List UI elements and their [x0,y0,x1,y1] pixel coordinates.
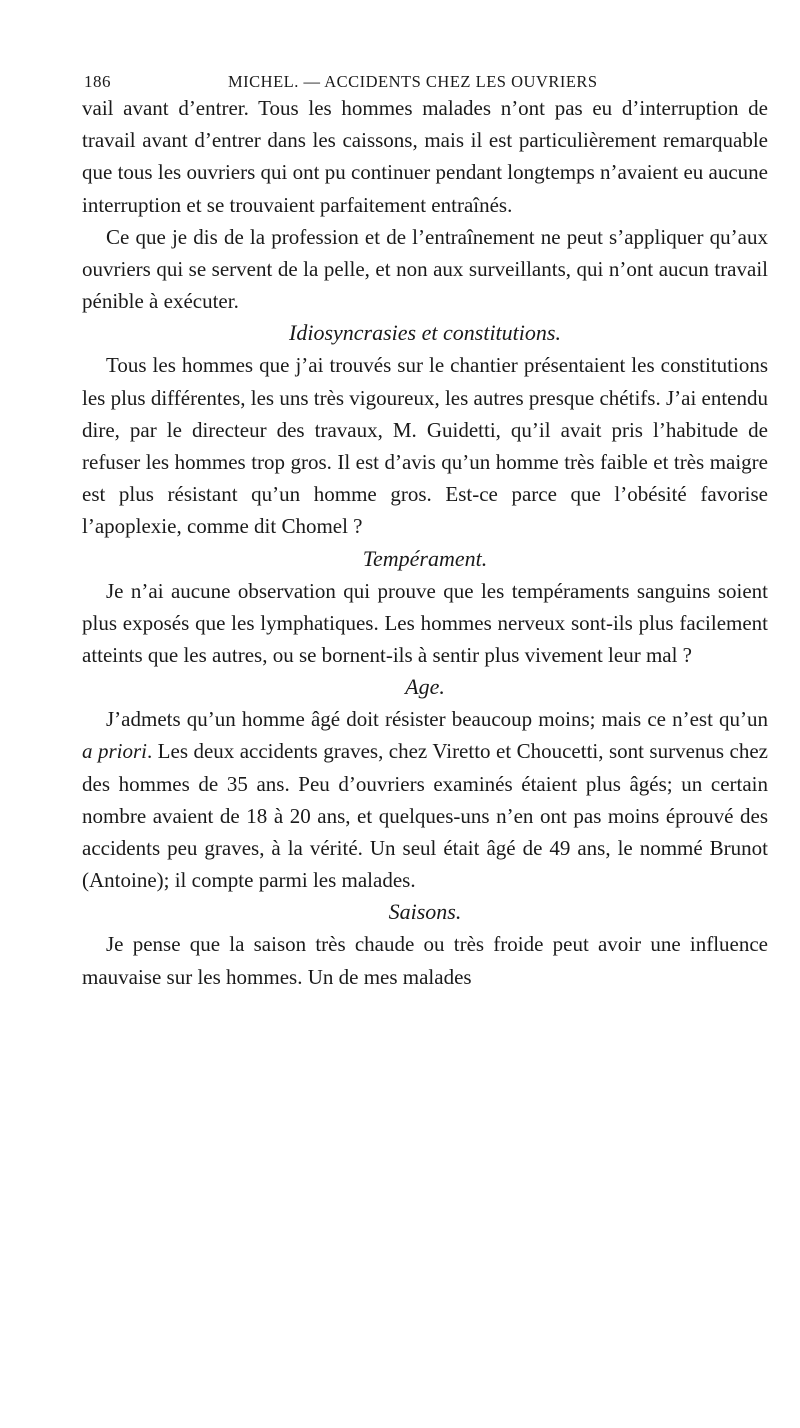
paragraph-age [82,703,768,896]
paragraph-profession: Ce que je dis de la profession et de l’entraînement ne peut s’appliquer qu’aux ouvriers qui se servent de la pelle, et non aux surveillants, qui n’ont aucun travail pénible à exécuter. [82,224,768,314]
paragraph-idiosyncrasies: Tous les hommes que j’ai trouvés sur le chantier présentaient les constitutions les plus différentes, les uns très vigoureux, les autres presque chétifs. J’ai entendu dire, par le directeur des travaux, M. Guidetti, qu’il avait pris l’habitude de refuser les hommes trop gros. Il est d’avis qu’un homme très faible et très maigre est plus résistant qu’un homme gros. Est-ce parce que l’obésité favorise l’apoplexie, comme dit Chomel ? [82,353,769,539]
paragraph-continuation: vail avant d’entrer. Tous les hommes malades n’ont pas eu d’interruption de travail avant d’entrer dans les caissons, mais il est particulièrement remarquable que tous les ouvriers qui ont pu continuer pendant longtemps n’avaient eu aucune interruption et se trouvaient parfaitement entraînés. [82,96,768,217]
age-italic-a-priori: a priori [82,739,147,764]
paragraph-temperament: Je n’ai aucune observation qui prouve que les tempéraments sanguins soient plus exposés que les lymphatiques. Les hommes nerveux sont-ils plus facilement atteints que les autres, ou se bornent-ils à sentir plus vivement leur mal ? [82,578,768,668]
heading-saisons: Saisons. [388,899,462,925]
running-title: MICHEL. — ACCIDENTS CHEZ LES OUVRIERS [228,72,598,91]
paragraph-saisons: Je pense que la saison très chaude ou très froide peut avoir une influence mauvaise sur les hommes. Un de mes malades [82,932,768,989]
heading-idiosyncrasies: Idiosyncrasies et constitutions. [289,320,561,346]
heading-age: Age. [405,674,445,700]
running-head [82,62,768,92]
age-text-start: J’admets qu’un homme âgé doit résister beaucoup moins; mais ce n’est qu’un [106,707,768,732]
age-text-end: . Les deux accidents graves, chez Viretto et Choucetti, sont survenus chez des hommes de 35 ans. Peu d’ouvriers examinés étaient plus âgés; un certain nombre avaient de 18 à 20 ans, et quelques-uns n’en ont pas moins éprouvé des accidents peu graves, à la vérité. Un seul était âgé de 49 ans, le nommé Brunot (Antoine); il compte parmi les malades. [82,739,768,893]
page-number: 186 [84,72,111,91]
heading-temperament: Tempérament. [362,545,488,571]
book-page [82,62,768,993]
